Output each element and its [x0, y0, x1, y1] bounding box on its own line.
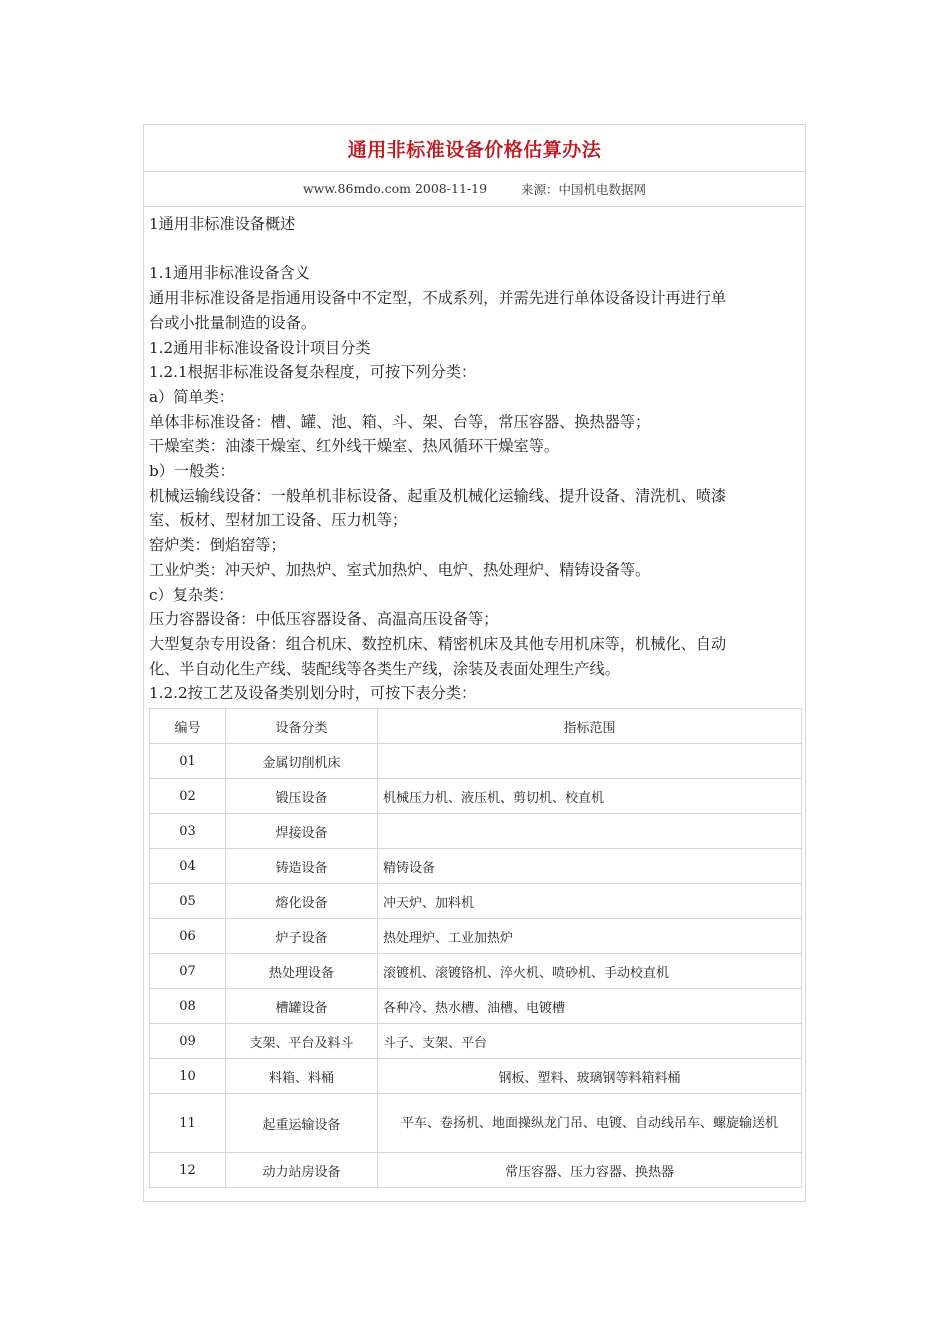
paragraph: 化、半自动化生产线、装配线等各类生产线，涂装及表面处理生产线。 [149, 659, 620, 678]
table-header-row [150, 709, 802, 744]
cell-category: 槽罐设备 [226, 989, 378, 1024]
table-row [150, 779, 802, 814]
cell-category: 焊接设备 [226, 814, 378, 849]
paragraph: 机械运输线设备：一般单机非标设备、起重及机械化运输线、提升设备、清洗机、喷漆 [149, 486, 727, 505]
table-row [150, 1059, 802, 1094]
cell-no: 07 [150, 954, 226, 989]
cell-no: 11 [150, 1094, 226, 1153]
cell-category: 起重运输设备 [226, 1094, 378, 1153]
table-row [150, 1024, 802, 1059]
heading-1-1: 1.1通用非标准设备含义 [149, 264, 310, 283]
paragraph: 台或小批量制造的设备。 [149, 313, 317, 332]
cell-range [378, 744, 802, 779]
header-category: 设备分类 [226, 709, 378, 744]
cell-range: 机械压力机、液压机、剪切机、校直机 [378, 779, 802, 814]
cell-range: 各种冷、热水槽、油槽、电镀槽 [378, 989, 802, 1024]
cell-category: 支架、平台及料斗 [226, 1024, 378, 1059]
heading-1-2: 1.2通用非标准设备设计项目分类 [149, 338, 371, 357]
source-label: 来源：中国机电数据网 [521, 181, 647, 197]
cell-category: 铸造设备 [226, 849, 378, 884]
cell-range: 滚镀机、滚镀铬机、淬火机、喷砂机、手动校直机 [378, 954, 802, 989]
cell-no: 02 [150, 779, 226, 814]
cell-category: 动力站房设备 [226, 1153, 378, 1188]
paragraph: 压力容器设备：中低压容器设备、高温高压设备等； [149, 610, 499, 629]
cell-category: 熔化设备 [226, 884, 378, 919]
table-row [150, 884, 802, 919]
cell-range: 斗子、支架、平台 [378, 1024, 802, 1059]
paragraph: 干燥室类：油漆干燥室、红外线干燥室、热风循环干燥室等。 [149, 437, 560, 456]
cell-category: 金属切削机床 [226, 744, 378, 779]
blank-line [149, 237, 799, 262]
article-body [149, 212, 799, 706]
cell-range: 常压容器、压力容器、换热器 [378, 1153, 802, 1188]
article-frame [143, 124, 806, 1202]
paragraph: 窑炉类：倒焰窑等； [149, 536, 286, 555]
cell-no: 10 [150, 1059, 226, 1094]
cell-category: 炉子设备 [226, 919, 378, 954]
equipment-table [149, 708, 802, 1188]
table-row [150, 849, 802, 884]
cell-no: 09 [150, 1024, 226, 1059]
cell-range: 钢板、塑料、玻璃钢等料箱料桶 [378, 1059, 802, 1094]
cell-range: 精铸设备 [378, 849, 802, 884]
table-row [150, 814, 802, 849]
publish-date: 2008-11-19 [414, 181, 488, 196]
paragraph: a）简单类： [149, 387, 234, 406]
table-row [150, 1153, 802, 1188]
paragraph: 工业炉类：冲天炉、加热炉、室式加热炉、电炉、热处理炉、精铸设备等。 [149, 560, 651, 579]
cell-no: 04 [150, 849, 226, 884]
paragraph: b）一般类： [149, 462, 235, 481]
table-row [150, 989, 802, 1024]
paragraph: 通用非标准设备是指通用设备中不定型，不成系列，并需先进行单体设备设计再进行单 [149, 289, 727, 308]
table-row [150, 1094, 802, 1153]
table-row [150, 954, 802, 989]
header-no: 编号 [150, 709, 226, 744]
paragraph: 单体非标准设备：槽、罐、池、箱、斗、架、台等，常压容器、换热器等； [149, 412, 651, 431]
cell-no: 06 [150, 919, 226, 954]
cell-no: 12 [150, 1153, 226, 1188]
cell-no: 03 [150, 814, 226, 849]
cell-no: 08 [150, 989, 226, 1024]
cell-range: 平车、卷扬机、地面操纵龙门吊、电镀、自动线吊车、螺旋输送机 [378, 1094, 802, 1153]
cell-no: 01 [150, 744, 226, 779]
heading-1-2-2: 1.2.2按工艺及设备类别划分时，可按下表分类： [149, 684, 477, 703]
article-title: 通用非标准设备价格估算办法 [347, 138, 602, 161]
header-range: 指标范围 [378, 709, 802, 744]
cell-category: 锻压设备 [226, 779, 378, 814]
heading-1-2-1: 1.2.1根据非标准设备复杂程度，可按下列分类： [149, 363, 477, 382]
heading-1: 1通用非标准设备概述 [149, 215, 296, 233]
cell-range [378, 814, 802, 849]
title-row [144, 125, 805, 172]
paragraph: c）复杂类： [149, 585, 234, 604]
paragraph: 大型复杂专用设备：组合机床、数控机床、精密机床及其他专用机床等，机械化、自动 [149, 634, 727, 653]
meta-row [144, 171, 805, 207]
cell-category: 料箱、料桶 [226, 1059, 378, 1094]
cell-no: 05 [150, 884, 226, 919]
cell-range: 热处理炉、工业加热炉 [378, 919, 802, 954]
table-row [150, 919, 802, 954]
cell-category: 热处理设备 [226, 954, 378, 989]
table-row [150, 744, 802, 779]
cell-range: 冲天炉、加料机 [378, 884, 802, 919]
site-url[interactable]: www.86mdo.com [302, 181, 411, 196]
paragraph: 室、板材、型材加工设备、压力机等； [149, 511, 408, 530]
